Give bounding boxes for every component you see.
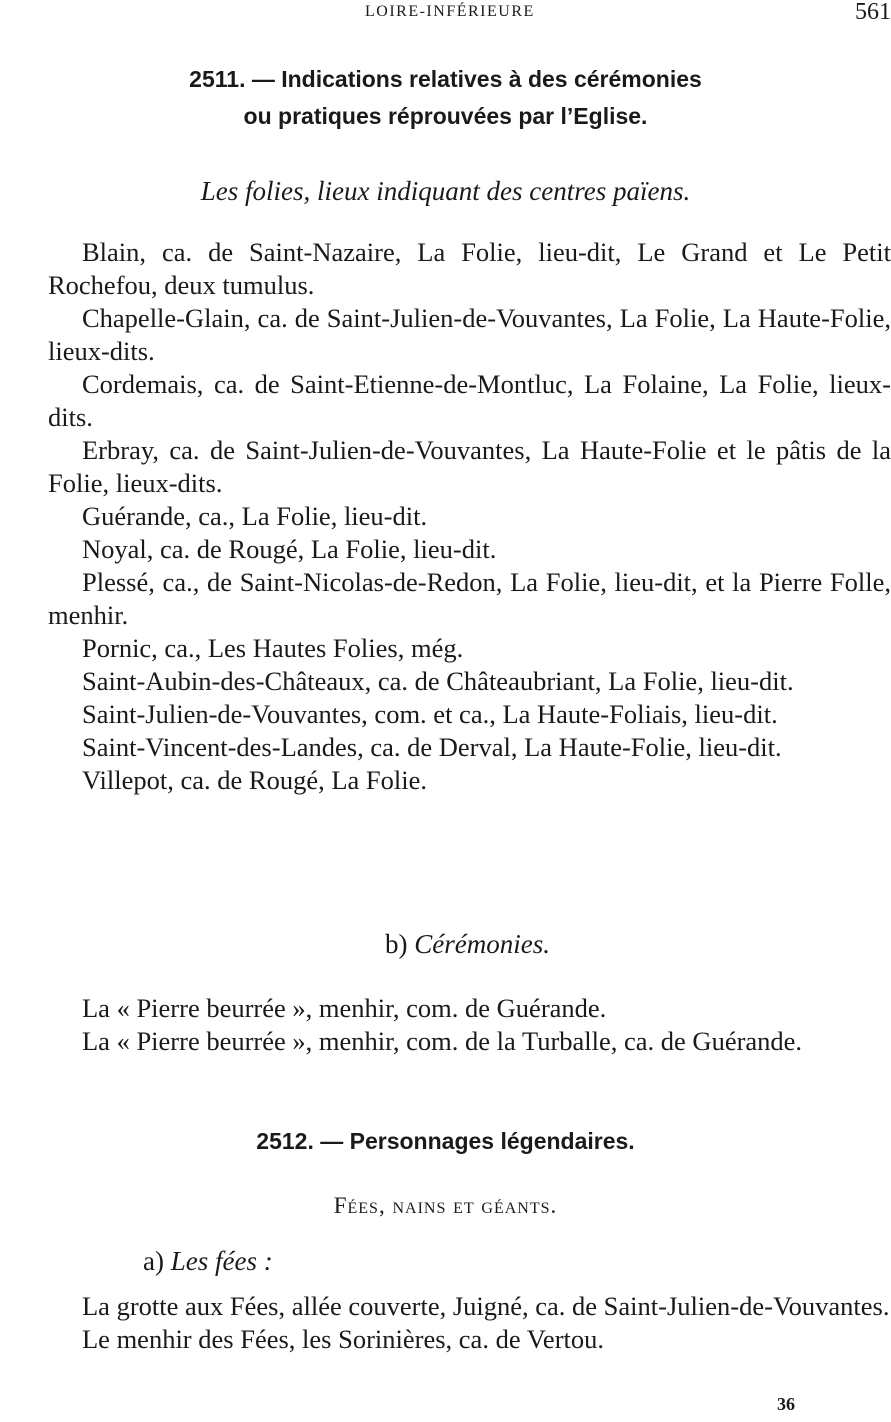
- ceremonies-list: [48, 992, 891, 1058]
- fees-label: a): [143, 1246, 164, 1276]
- section-2512-heading: 2512. — Personnages légendaires.: [256, 1128, 635, 1154]
- ceremonies-label: b): [385, 929, 408, 959]
- list-item: Noyal, ca. de Rougé, La Folie, lieu-dit.: [82, 534, 497, 564]
- ceremonies-title: Cérémonies.: [414, 929, 550, 959]
- list-item: Saint-Vincent-des-Landes, ca. de Derval, La Haute-Folie, lieu-dit.: [82, 732, 782, 762]
- list-item: Chapelle-Glain, ca. de Saint-Julien-de-Vouvantes, La Folie, La Haute-Folie, lieux-dits.: [48, 303, 891, 366]
- folies-list: [48, 236, 891, 797]
- list-item: Villepot, ca. de Rougé, La Folie.: [82, 765, 428, 795]
- list-item: Cordemais, ca. de Saint-Etienne-de-Montluc, La Folaine, La Folie, lieux-dits.: [48, 369, 891, 432]
- fees-title: Les fées :: [170, 1246, 273, 1276]
- list-item: Pornic, ca., Les Hautes Folies, még.: [82, 633, 464, 663]
- list-item: Guérande, ca., La Folie, lieu-dit.: [82, 501, 428, 531]
- list-item: La « Pierre beurrée », menhir, com. de Guérande.: [82, 993, 607, 1023]
- list-item: Erbray, ca. de Saint-Julien-de-Vouvantes, La Haute-Folie et le pâtis de la Folie, lieux-dits.: [48, 435, 891, 498]
- page-number: 561: [855, 0, 891, 25]
- section-2511-heading-line2: ou pratiques réprouvées par l’Eglise.: [243, 103, 648, 129]
- section-2511-subheading: Les folies, lieux indiquant des centres païens.: [200, 176, 691, 206]
- signature-mark: 36: [777, 1394, 795, 1414]
- ceremonies-subheading: [385, 929, 550, 960]
- list-item: La « Pierre beurrée », menhir, com. de la Turballe, ca. de Guérande.: [82, 1026, 803, 1056]
- section-2511-heading-line1: 2511. — Indications relatives à des cérémonies: [189, 66, 702, 92]
- section-2512-smallcaps-title: Fées, nains et géants.: [333, 1193, 558, 1218]
- running-head: [0, 0, 891, 27]
- list-item: Le menhir des Fées, les Sorinières, ca. de Vertou.: [82, 1324, 605, 1354]
- list-item: La grotte aux Fées, allée couverte, Juigné, ca. de Saint-Julien-de-Vouvantes.: [82, 1291, 890, 1321]
- fees-subheading: [143, 1246, 273, 1277]
- list-item: Blain, ca. de Saint-Nazaire, La Folie, lieu-dit, Le Grand et Le Petit Rochefou, deux tumulus.: [48, 237, 891, 300]
- running-title: LOIRE-INFÉRIEURE: [365, 3, 535, 20]
- list-item: Saint-Aubin-des-Châteaux, ca. de Châteaubriant, La Folie, lieu-dit.: [82, 666, 794, 696]
- fees-list: [48, 1290, 891, 1356]
- list-item: Plessé, ca., de Saint-Nicolas-de-Redon, La Folie, lieu-dit, et la Pierre Folle, menhir.: [48, 567, 891, 630]
- list-item: Saint-Julien-de-Vouvantes, com. et ca., La Haute-Foliais, lieu-dit.: [82, 699, 778, 729]
